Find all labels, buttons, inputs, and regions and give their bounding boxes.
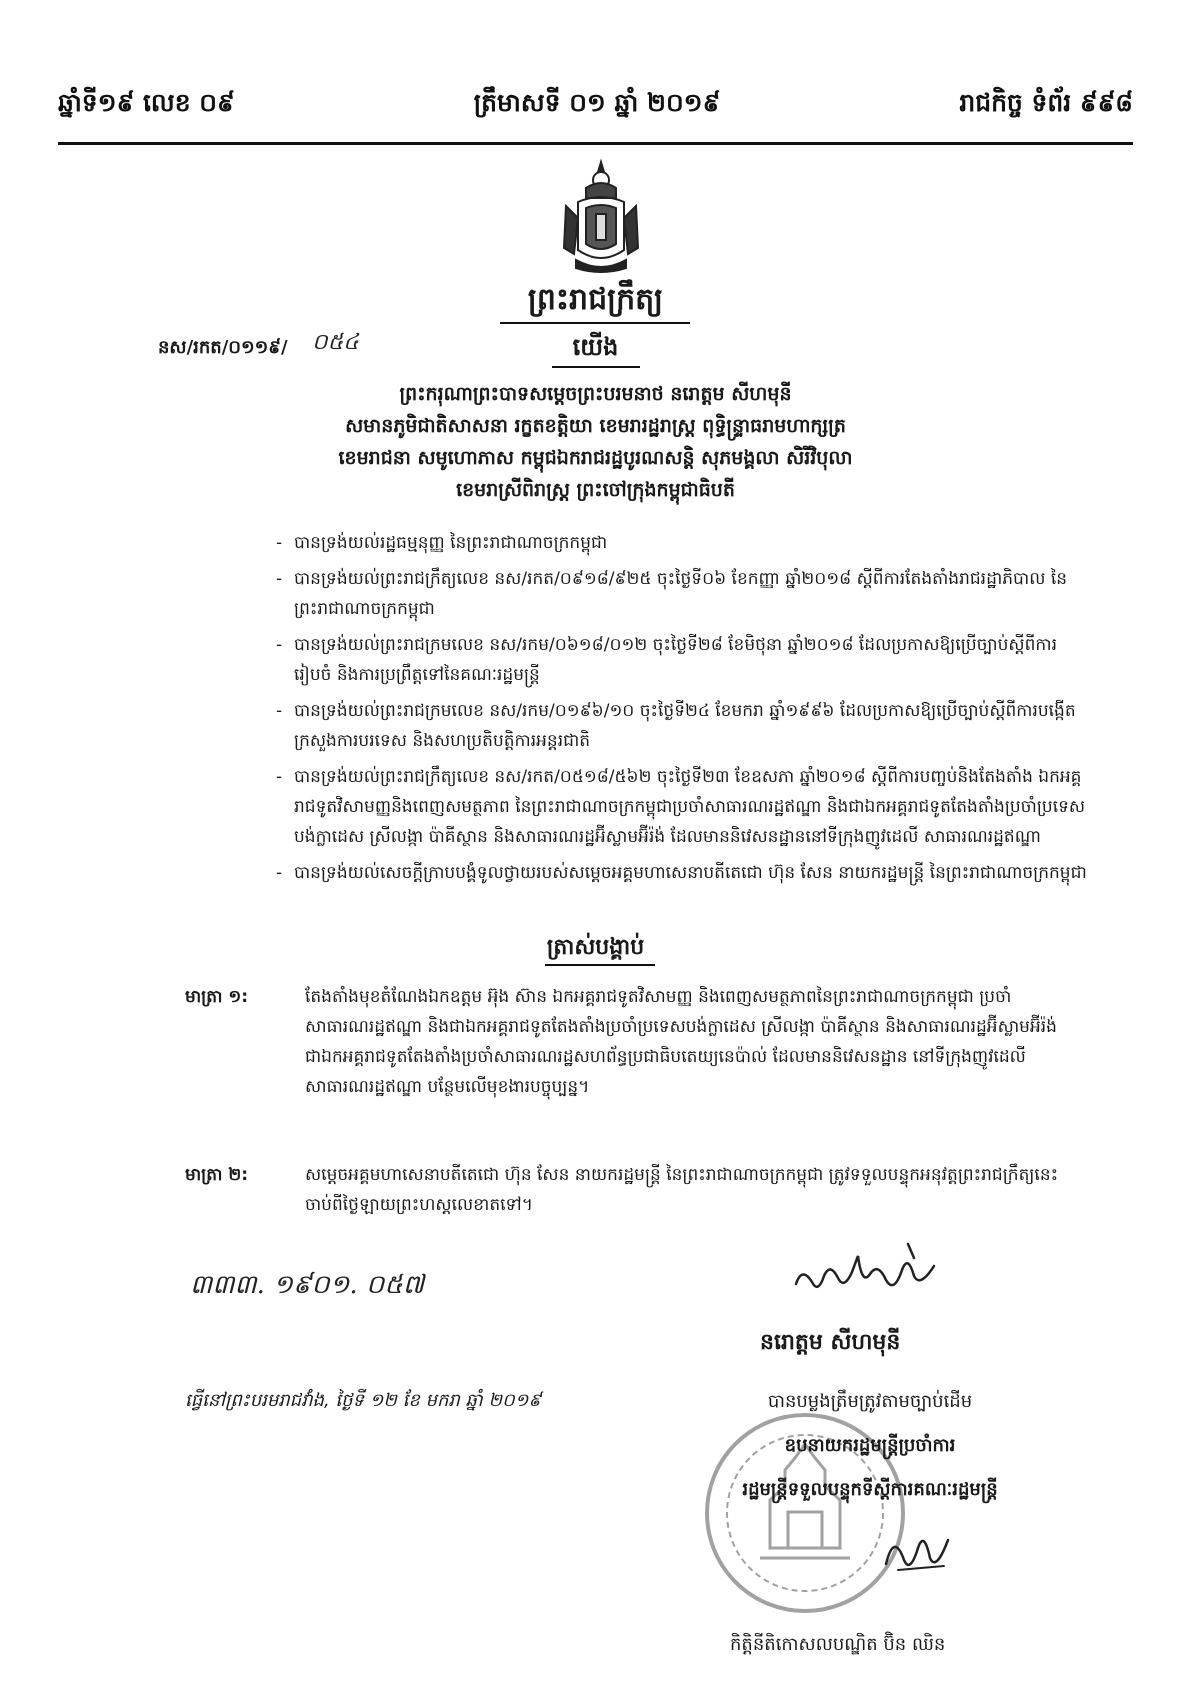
title-underline [500, 322, 690, 324]
reference-number: នស/រកត/០១១៩/ [158, 337, 288, 358]
header-year-issue: ឆ្នាំទី១៩ លេខ ០៩ [58, 88, 235, 117]
preamble-item: - បានទ្រង់យល់រដ្ឋធម្មនុញ្ញ នៃព្រះរាជាណាចក្រកម្ពុជា [276, 528, 1091, 558]
preamble-list [276, 528, 1091, 894]
article-1 [185, 982, 1091, 1102]
minister-name: កិត្តិនីតិកោសលបណ្ឌិត ប៊ិន ឈិន [730, 1634, 946, 1655]
signatory-name: នរោត្តម សីហមុនី [760, 1330, 901, 1355]
header-date: ត្រឹមាសទី ០១ ឆ្នាំ ២០១៩ [473, 88, 721, 117]
certification-line: បានបម្លងត្រឹមត្រូវតាមច្បាប់ដើម [767, 1391, 973, 1412]
royal-title-line: ខេមរាជនា សមូហោភាស កម្ពុជឯករាជរដ្ឋបូរណសន្តិ សុភមង្គលា សិរីវិបុលា [338, 447, 853, 469]
preamble-item: - បានទ្រង់យល់ព្រះរាជក្រឹត្យលេខ នស/រកត/០៩១៨/៩២៥ ចុះថ្ងៃទី០៦ ខែកញ្ញា ឆ្នាំ២០១៨ ស្តីពីការតែងតាំងរាជរដ្ឋាភិបាល នៃព្រះរាជាណាចក្រកម្ពុជា [276, 564, 1091, 624]
royal-title-line: ខេមរាស្រីពិរាស្ត្រ ព្រះចៅក្រុងកម្ពុជាធិបតី [456, 479, 735, 501]
reference-handwritten: ០៥៤ [312, 330, 359, 355]
minister-signature [878, 1520, 958, 1580]
we-heading: យើង [572, 333, 619, 361]
handwritten-reference: ៣៣៣. ១៩០១. ០៥៧ [190, 1270, 425, 1300]
article-text: តែងតាំងមុខតំណែងឯកឧត្តម អ៊ុង ស៊ាន ឯកអគ្គរាជទូតវិសាមញ្ញ និងពេញសមត្ថភាពនៃព្រះរាជាណាចក្រកម្ពុជា ប្រចាំសាធារណរដ្ឋឥណ្ឌា និងជាឯកអគ្គរាជទូតតែងតាំងប្រចាំប្រទេសបង់ក្លាដេស ស្រីលង្កា ប៉ាគីស្ថាន និងសាធារណរដ្ឋអ៊ីស្លាមអ៊ីរ៉ង់ ជាឯកអគ្គរាជទូតតែងតាំងប្រចាំសាធារណរដ្ឋសហព័ន្ធប្រជាធិបតេយ្យនេប៉ាល់ ដែលមាននិវេសនដ្ឋាន នៅទីក្រុងញូវដេលី សាធារណរដ្ឋឥណ្ឌា បន្ថែមលើមុខងារបច្ចុប្បន្ន។ [305, 987, 1057, 1097]
header-page: រាជកិច្ច ទំព័រ ៩៩៨ [959, 88, 1133, 117]
preamble-item: - បានទ្រង់យល់សេចក្តីក្រាបបង្គំទូលថ្វាយរបស់សម្តេចអគ្គមហាសេនាបតីតេជោ ហ៊ុន សែន នាយករដ្ឋមន្ត្រី នៃព្រះរាជាណាចក្រកម្ពុជា [276, 858, 1091, 888]
place-and-date: ធ្វើនៅព្រះបរមរាជវាំង, ថ្ងៃទី ១២ ខែ មករា ឆ្នាំ ២០១៩ [185, 1390, 542, 1411]
we-underline [552, 366, 640, 368]
header-rule [58, 142, 1133, 145]
royal-titles [150, 378, 1041, 506]
article-label: មាត្រា ១: [185, 987, 249, 1007]
decree-heading: ត្រាស់បង្គាប់ [546, 935, 645, 960]
royal-emblem-icon [556, 158, 646, 276]
certification-line: រដ្ឋមន្ត្រីទទួលបន្ទុកទីស្តីការគណៈរដ្ឋមន្ត្រី [742, 1479, 998, 1500]
decree-underline [545, 964, 655, 966]
royal-signature [790, 1236, 940, 1300]
document-type-title: ព្រះរាជក្រឹត្យ [527, 282, 664, 317]
article-2 [185, 1160, 1091, 1220]
certification-block [660, 1380, 1080, 1512]
article-label: មាត្រា ២: [185, 1165, 249, 1185]
preamble-item: - បានទ្រង់យល់ព្រះរាជក្រមលេខ នស/រកម/០១៩៦/១០ ចុះថ្ងៃទី២៤ ខែមករា ឆ្នាំ១៩៩៦ ដែលប្រកាសឱ្យប្រើច្បាប់ស្តីពីការបង្កើតក្រសួងការបរទេស និងសហប្រតិបត្តិការអន្តរជាតិ [276, 696, 1091, 756]
preamble-item: - បានទ្រង់យល់ព្រះរាជក្រឹត្យលេខ នស/រកត/០៥១៨/៥៦២ ចុះថ្ងៃទី២៣ ខែឧសភា ឆ្នាំ២០១៨ ស្តីពីការបញ្ចប់និងតែងតាំង ឯកអគ្គរាជទូតវិសាមញ្ញនិងពេញសមត្ថភាព នៃព្រះរាជាណាចក្រកម្ពុជាប្រចាំសាធារណរដ្ឋឥណ្ឌា និងជាឯកអគ្គរាជទូតតែងតាំងប្រចាំប្រទេសបង់ក្លាដេស ស្រីលង្កា ប៉ាគីស្ថាន និងសាធារណរដ្ឋអ៊ីស្លាមអ៊ីរ៉ង់ ដែលមាននិវេសនដ្ឋាននៅទីក្រុងញូវដេលី សាធារណរដ្ឋឥណ្ឌា [276, 762, 1091, 852]
running-header [58, 88, 1133, 124]
certification-line: ឧបនាយករដ្ឋមន្ត្រីប្រចាំការ [784, 1435, 956, 1456]
royal-title-line: សមានភូមិជាតិសាសនា រក្ខតខត្តិយា ខេមរារដ្ឋរាស្ត្រ ពុទ្ធិន្ទ្រាធរាមហាក្សត្រ [345, 415, 846, 437]
article-text: សម្តេចអគ្គមហាសេនាបតីតេជោ ហ៊ុន សែន នាយករដ្ឋមន្ត្រី នៃព្រះរាជាណាចក្រកម្ពុជា ត្រូវទទួលបន្ទុកអនុវត្តព្រះរាជក្រឹត្យនេះ ចាប់ពីថ្ងៃឡាយព្រះហស្តលេខាតទៅ។ [305, 1165, 1059, 1215]
preamble-item: - បានទ្រង់យល់ព្រះរាជក្រមលេខ នស/រកម/០៦១៨/០១២ ចុះថ្ងៃទី២៨ ខែមិថុនា ឆ្នាំ២០១៨ ដែលប្រកាសឱ្យប្រើច្បាប់ស្តីពីការរៀបចំ និងការប្រព្រឹត្តទៅនៃគណៈរដ្ឋមន្ត្រី [276, 630, 1091, 690]
royal-title-line: ព្រះករុណាព្រះបាទសម្តេចព្រះបរមនាថ នរោត្តម សីហមុនី [399, 383, 792, 405]
